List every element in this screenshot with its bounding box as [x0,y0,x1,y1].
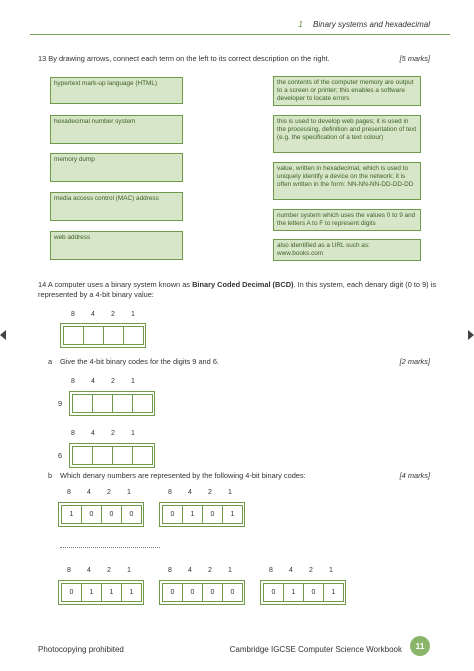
bit-cell: 1 [182,505,203,524]
q13-marks: [5 marks] [399,54,430,63]
term-mac-address: media access control (MAC) address [50,192,183,221]
bit-cell: 0 [202,505,223,524]
bit-cell: 1 [101,583,122,602]
bit-cell: 0 [81,505,102,524]
answer-cell[interactable] [72,446,93,465]
bit-cell [103,326,124,345]
chapter-number: 1 [298,20,303,29]
answer-cell[interactable] [132,446,153,465]
bit-cell: 1 [222,505,243,524]
q14a-weights-9: 8 4 2 1 [71,378,135,385]
desc-mac-address: value, written in hexadecimal, which is used to uniquely identify a device on the network; it is often written in the form: NN-NN-NN-DD-DD-DD [273,162,421,200]
b5-weights: 8 4 2 1 [269,567,333,574]
answer-cell[interactable] [112,394,133,413]
q14a-label: a [48,357,53,366]
bit-cell: 1 [283,583,304,602]
b3-weights: 8 4 2 1 [67,567,131,574]
running-header [298,20,430,29]
footer-right: Cambridge IGCSE Computer Science Workbook [229,645,402,654]
desc-hexadecimal: number system which uses the values 0 to 9 and the letters A to F to represent digits [273,209,421,231]
term-memory-dump: memory dump [50,153,183,182]
bcd-code-2 [162,505,242,524]
bit-cell: 0 [61,583,82,602]
desc-html: this is used to develop web pages; it is used in the processing, definition and presentation of text (e.g. the specification of a text colour) [273,115,421,153]
answer-cell[interactable] [92,394,113,413]
bit-cell: 0 [222,583,243,602]
answer-line[interactable] [60,546,160,548]
b4-weights: 8 4 2 1 [168,567,232,574]
q14-weights: 8 4 2 1 [71,311,135,318]
q14-intro: 14 A computer uses a binary system known as Binary Coded Decimal (BCD). In this system, each denary digit (0 to 9) is represented by a 4-bit binary value: [38,280,437,299]
term-html: hypertext mark-up language (HTML) [50,77,183,104]
b2-weights: 8 4 2 1 [168,489,232,496]
q14b-marks: [4 marks] [399,471,430,480]
desc-memory-dump: the contents of the computer memory are output to a screen or printer; this enables a software developer to locate errors [273,76,421,106]
q13-text: 13 By drawing arrows, connect each term on the left to its correct description on the right. [38,54,330,63]
bit-cell: 0 [101,505,122,524]
answer-cell[interactable] [72,394,93,413]
q14a-marks: [2 marks] [399,357,430,366]
q14a-text: Give the 4-bit binary codes for the digits 9 and 6. [60,357,219,366]
bit-cell: 0 [162,583,183,602]
bit-cell: 0 [202,583,223,602]
answer-cell[interactable] [92,446,113,465]
bit-cell [83,326,104,345]
bit-cell: 0 [121,505,142,524]
bit-cell: 1 [323,583,344,602]
bit-cell: 1 [81,583,102,602]
answer-row-6[interactable] [72,446,152,465]
bit-cell [63,326,84,345]
term-web-address: web address [50,231,183,260]
q14a-weights-6: 8 4 2 1 [71,430,135,437]
bit-cell: 0 [303,583,324,602]
prev-page-arrow-icon[interactable] [0,330,6,340]
footer-left: Photocopying prohibited [38,645,124,654]
q14b-label: b [48,471,53,480]
bcd-code-1 [61,505,141,524]
answer-row-9[interactable] [72,394,152,413]
b1-weights: 8 4 2 1 [67,489,131,496]
page-number-badge: 11 [410,636,430,656]
answer-cell[interactable] [132,394,153,413]
next-page-arrow-icon[interactable] [468,330,474,340]
answer-cell[interactable] [112,446,133,465]
bit-cell: 0 [263,583,284,602]
desc-web-address: also identified as a URL such as: www.books.com [273,239,421,261]
bit-cell: 0 [182,583,203,602]
chapter-title: Binary systems and hexadecimal [313,20,430,29]
bcd-code-4 [162,583,242,602]
bcd-example-row [63,326,143,345]
digit-9-label: 9 [58,399,63,408]
bit-cell: 1 [121,583,142,602]
bit-cell: 1 [61,505,82,524]
bcd-code-5 [263,583,343,602]
term-hexadecimal: hexadecimal number system [50,115,183,144]
digit-6-label: 6 [58,451,63,460]
bit-cell: 0 [162,505,183,524]
header-rule [30,34,450,35]
bcd-code-3 [61,583,141,602]
q14b-text: Which denary numbers are represented by the following 4-bit binary codes: [60,471,306,480]
bit-cell [123,326,144,345]
